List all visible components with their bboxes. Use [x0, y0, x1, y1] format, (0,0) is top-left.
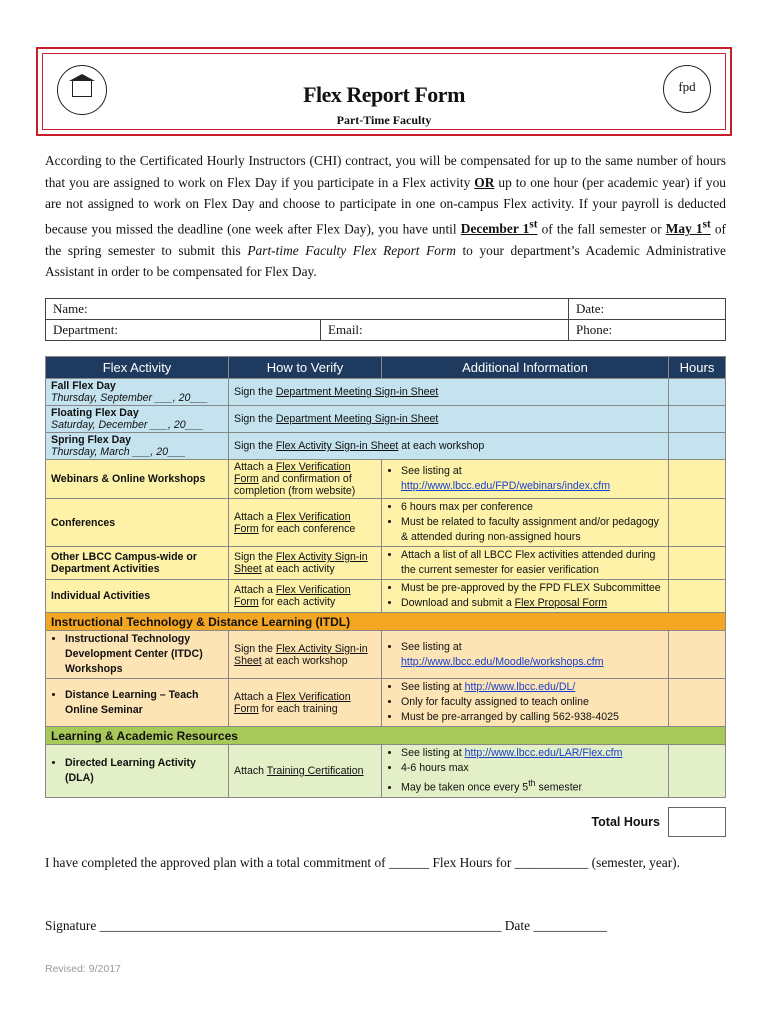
activity-spring-flex: Spring Flex Day Thursday, March ___, 20___	[46, 433, 229, 460]
hours-input[interactable]	[669, 679, 726, 727]
link-lar-flex[interactable]: http://www.lbcc.edu/LAR/Flex.cfm	[464, 747, 623, 759]
hours-input[interactable]	[669, 460, 726, 499]
phone-field[interactable]: Phone:	[569, 320, 726, 341]
verify-distance-learning: Attach a Flex Verification Form for each training	[229, 679, 382, 727]
info-individual: • Must be pre-approved by the FPD FLEX Subcommittee • Download and submit a Flex Proposal Form	[382, 580, 669, 613]
hours-input[interactable]	[669, 547, 726, 580]
hours-input[interactable]	[669, 379, 726, 406]
total-hours-label: Total Hours	[591, 815, 660, 829]
email-field[interactable]: Email:	[321, 320, 569, 341]
date-field[interactable]: Date:	[569, 299, 726, 320]
table-row	[46, 679, 726, 727]
table-row	[46, 379, 726, 406]
total-hours-input[interactable]	[668, 807, 726, 837]
activity-conferences: Conferences	[46, 499, 229, 547]
header-hours: Hours	[669, 357, 726, 379]
verify-conferences: Attach a Flex Verification Form for each conference	[229, 499, 382, 547]
info-webinars: • See listing at http://www.lbcc.edu/FPD/webinars/index.cfm	[382, 460, 669, 499]
table-row	[46, 499, 726, 547]
name-field[interactable]: Name:	[46, 299, 569, 320]
link-moodle-workshops[interactable]: http://www.lbcc.edu/Moodle/workshops.cfm	[401, 655, 604, 668]
verify-spring-flex: Sign the Flex Activity Sign-in Sheet at each workshop	[229, 433, 669, 460]
info-conferences: • 6 hours max per conference • Must be related to faculty assignment and/or pedagogy & attended during non-assigned hours	[382, 499, 669, 547]
table-row	[46, 406, 726, 433]
hours-input[interactable]	[669, 631, 726, 679]
activity-floating-flex: Floating Flex Day Saturday, December ___, 20___	[46, 406, 229, 433]
table-row	[46, 433, 726, 460]
department-field[interactable]: Department:	[46, 320, 321, 341]
hours-input[interactable]	[669, 406, 726, 433]
form-header	[36, 47, 732, 136]
activity-fall-flex: Fall Flex Day Thursday, September ___, 20___	[46, 379, 229, 406]
intro-paragraph: According to the Certificated Hourly Instructors (CHI) contract, you will be compensated for up to the same number of hours that you are assigned to work on Flex Day if you participate in a Flex activity OR up to one hour (per academic year) if you are not assigned to work on Flex Day and choose to participate in one on-campus Flex activity. If your payroll is deducted because you missed the deadline (one week after Flex Day), you have until December 1st of the fall semester or May 1st of the spring semester to submit this Part-time Faculty Flex Report Form to your department’s Academic Administrative Assistant in order to be compensated for Flex Day.	[45, 153, 726, 280]
info-dla: • See listing at http://www.lbcc.edu/LAR/Flex.cfm • 4-6 hours max • May be taken once every 5th semester	[382, 745, 669, 798]
hours-input[interactable]	[669, 499, 726, 547]
hours-input[interactable]	[669, 433, 726, 460]
verify-floating-flex: Sign the Department Meeting Sign-in Sheet	[229, 406, 669, 433]
verify-fall-flex: Sign the Department Meeting Sign-in Sheet	[229, 379, 669, 406]
table-row	[46, 460, 726, 499]
header-inner-border	[42, 53, 726, 130]
activity-individual: Individual Activities	[46, 580, 229, 613]
info-distance-learning: • See listing at http://www.lbcc.edu/DL/ • Only for faculty assigned to teach online • Must be pre-arranged by calling 562-938-4025	[382, 679, 669, 727]
page-title: Flex Report Form	[303, 82, 465, 107]
section-itdl	[46, 613, 726, 631]
table-row	[46, 745, 726, 798]
faculty-info-table	[45, 298, 726, 341]
section-lar	[46, 727, 726, 745]
info-other-campus: • Attach a list of all LBCC Flex activities attended during the current semester for easier verification	[382, 547, 669, 580]
section-title: Learning & Academic Resources	[46, 727, 726, 745]
activity-dla: • Directed Learning Activity (DLA)	[46, 745, 229, 798]
header-flex-activity: Flex Activity	[46, 357, 229, 379]
link-dl[interactable]: http://www.lbcc.edu/DL/	[464, 681, 576, 693]
link-training-certification[interactable]: Training Certification	[266, 764, 364, 777]
link-verification-form[interactable]: Flex Verification Form	[234, 461, 351, 485]
table-row	[46, 580, 726, 613]
link-activity-sign-in[interactable]: Flex Activity Sign-in Sheet	[234, 642, 368, 667]
link-flex-proposal-form[interactable]: Flex Proposal Form	[514, 597, 608, 609]
verify-dla: Attach Training Certification	[229, 745, 382, 798]
header-how-to-verify: How to Verify	[229, 357, 382, 379]
fpd-seal-icon: fpd	[663, 65, 711, 113]
link-verification-form[interactable]: Flex Verification Form	[234, 510, 351, 535]
link-verification-form[interactable]: Flex Verification Form	[234, 584, 351, 608]
commitment-statement: I have completed the approved plan with a total commitment of ______ Flex Hours for ___________ (semester, year).	[45, 855, 680, 870]
signature-line[interactable]: Signature ____________________________________________________________ Date ___________	[45, 918, 608, 933]
verify-individual: Attach a Flex Verification Form for each activity	[229, 580, 382, 613]
activity-other-campus: Other LBCC Campus-wide or Department Activities	[46, 547, 229, 580]
verify-webinars: Attach a Flex Verification Form and confirmation of completion (from website)	[229, 460, 382, 499]
hours-input[interactable]	[669, 745, 726, 798]
link-verification-form[interactable]: Flex Verification Form	[234, 690, 351, 715]
total-hours-row	[45, 807, 726, 837]
activity-webinars: Webinars & Online Workshops	[46, 460, 229, 499]
activity-itdc: • Instructional Technology Development Center (ITDC) Workshops	[46, 631, 229, 679]
hours-input[interactable]	[669, 580, 726, 613]
section-title: Instructional Technology & Distance Learning (ITDL)	[46, 613, 726, 631]
verify-itdc: Sign the Flex Activity Sign-in Sheet at each workshop	[229, 631, 382, 679]
link-department-sign-in[interactable]: Department Meeting Sign-in Sheet	[275, 413, 439, 425]
link-webinars[interactable]: http://www.lbcc.edu/FPD/webinars/index.cfm	[401, 480, 611, 492]
table-row	[46, 631, 726, 679]
header-additional-info: Additional Information	[382, 357, 669, 379]
flex-activity-table	[45, 356, 726, 798]
verify-other-campus: Sign the Flex Activity Sign-in Sheet at each activity	[229, 547, 382, 580]
info-itdc: • See listing at http://www.lbcc.edu/Moodle/workshops.cfm	[382, 631, 669, 679]
link-department-sign-in[interactable]: Department Meeting Sign-in Sheet	[275, 386, 439, 398]
page-subtitle: Part-Time Faculty	[336, 113, 432, 127]
table-row	[46, 547, 726, 580]
link-activity-sign-in[interactable]: Flex Activity Sign-in Sheet	[234, 551, 368, 575]
activity-distance-learning: • Distance Learning – Teach Online Seminar	[46, 679, 229, 727]
link-activity-sign-in[interactable]: Flex Activity Sign-in Sheet	[275, 440, 399, 452]
revision-note: Revised: 9/2017	[45, 963, 121, 975]
